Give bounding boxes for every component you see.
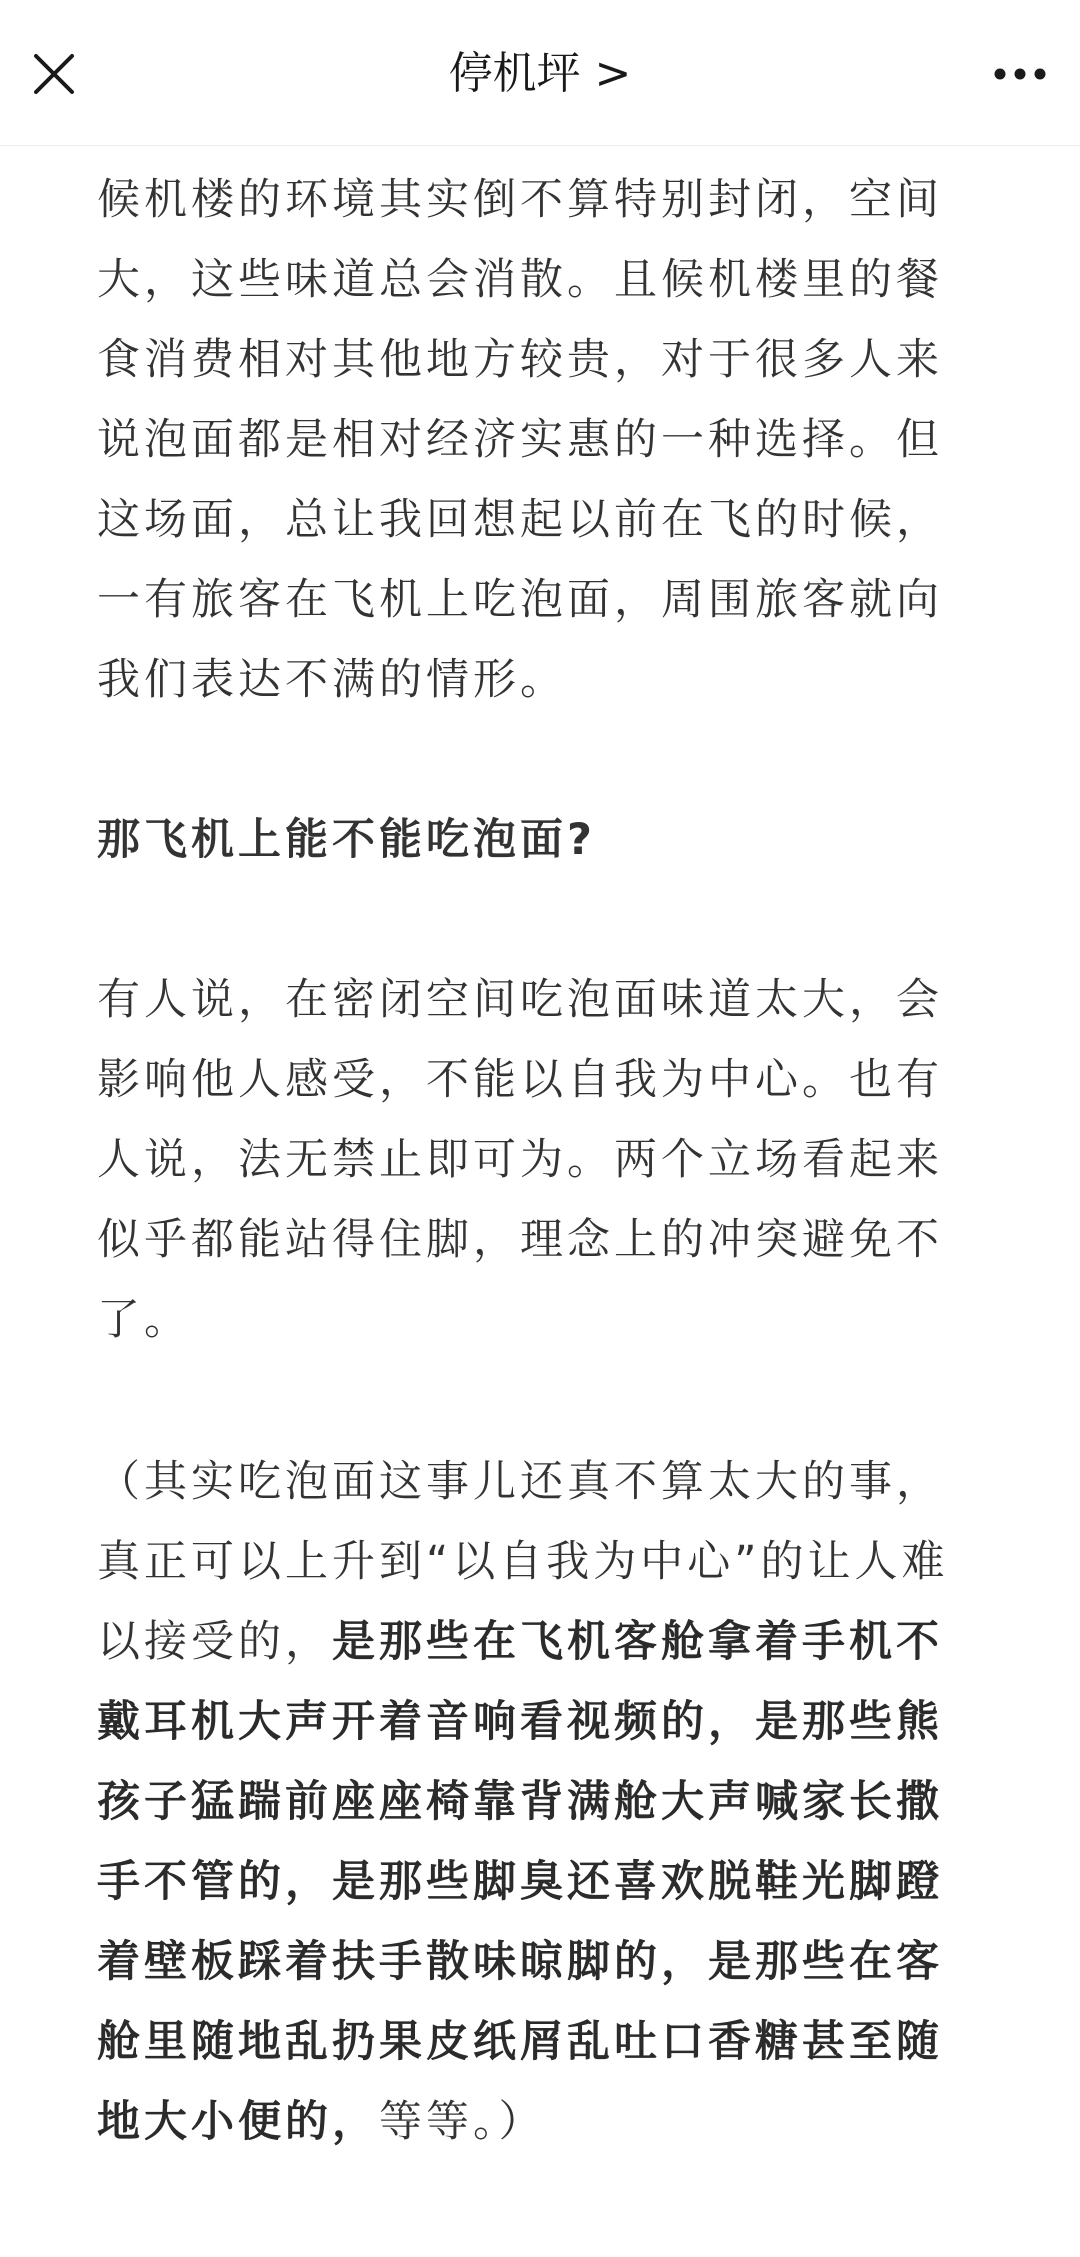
paragraph-spacer (97, 1360, 987, 1442)
account-name-link[interactable]: 停机坪 > (448, 48, 632, 99)
paragraph-spacer (97, 720, 987, 800)
paragraph-spacer (97, 880, 987, 960)
paragraph-text: （其实吃泡面这事儿还真不算太大的事，真正可以上升到“以自我为中心”的让人难以接受的， (97, 1457, 949, 1667)
article-subheading: 那飞机上能不能吃泡面? (97, 815, 596, 865)
top-nav-bar (0, 0, 1080, 146)
article-paragraph: 有人说，在密闭空间吃泡面味道太大，会影响他人感受，不能以自我为中心。也有人说，法无禁止即可为。两个立场看起来似乎都能站得住脚，理念上的冲突避免不了。 (97, 975, 943, 1345)
article-body (97, 160, 987, 2162)
article-paragraph-bold-mixed (97, 1442, 987, 2162)
paragraph-text: 等等。） (379, 2097, 546, 2147)
close-icon[interactable] (30, 50, 78, 98)
emphasized-text: 是那些在飞机客舱拿着手机不戴耳机大声开着音响看视频的，是那些熊孩子猛踹前座座椅靠背满舱大声喊家长撒手不管的，是那些脚臭还喜欢脱鞋光脚蹬着壁板踩着扶手散味晾脚的，是那些在客舱里随地乱扔果皮纸屑乱吐口香糖甚至随地大小便的， (97, 1617, 943, 2147)
article-paragraph: 候机楼的环境其实倒不算特别封闭，空间大，这些味道总会消散。且候机楼里的餐食消费相对其他地方较贵，对于很多人来说泡面都是相对经济实惠的一种选择。但这场面，总让我回想起以前在飞的时候，一有旅客在飞机上吃泡面，周围旅客就向我们表达不满的情形。 (97, 175, 943, 705)
more-dots-icon[interactable] (990, 56, 1050, 92)
